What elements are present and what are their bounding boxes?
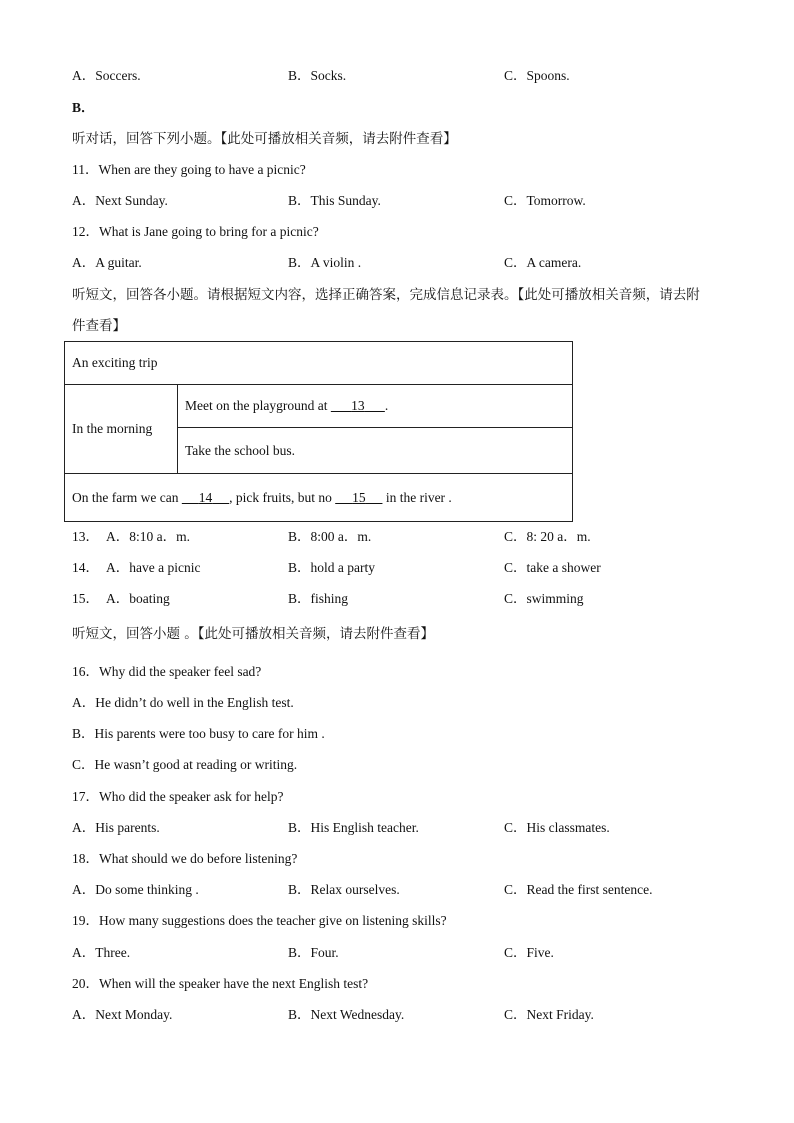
q12-option-b[interactable]: B．A violin . — [288, 255, 362, 270]
q13-option-a[interactable]: A．8:10 a．m. — [106, 529, 190, 544]
q18-option-a[interactable]: A．Do some thinking . — [72, 882, 199, 897]
q17-option-c[interactable]: C．His classmates. — [504, 820, 610, 835]
q19-stem: 19．How many suggestions does the teacher give on listening skills? — [72, 913, 447, 928]
q15-option-a[interactable]: A．boating — [106, 591, 170, 606]
q20-option-a[interactable]: A．Next Monday. — [72, 1007, 173, 1022]
q20-stem: 20．When will the speaker have the next English test? — [72, 976, 369, 991]
table-meet-cell: Meet on the playground at 13 . — [178, 385, 573, 428]
blank-15[interactable] — [335, 490, 382, 506]
q16-option-c[interactable]: C．He wasn’t good at reading or writing. — [72, 757, 298, 772]
farm-text-1: On the farm we can — [72, 489, 182, 505]
table-bus-cell: Take the school bus. — [178, 428, 573, 474]
q16-option-b[interactable]: B．His parents were too busy to care for him . — [72, 726, 325, 741]
q19-option-a[interactable]: A．Three. — [72, 945, 131, 960]
q19-option-c[interactable]: C．Five. — [504, 945, 554, 960]
q15-option-c[interactable]: C．swimming — [504, 591, 584, 606]
q13-option-c[interactable]: C．8: 20 a．m. — [504, 529, 591, 544]
q12-stem: 12．What is Jane going to bring for a picnic? — [72, 224, 319, 239]
q17-stem: 17．Who did the speaker ask for help? — [72, 789, 284, 804]
q18-option-b[interactable]: B．Relax ourselves. — [288, 882, 400, 897]
q20-option-c[interactable]: C．Next Friday. — [504, 1007, 594, 1022]
q12-option-c[interactable]: C．A camera. — [504, 255, 582, 270]
q16-stem: 16．Why did the speaker feel sad? — [72, 664, 262, 679]
q10-option-a[interactable]: A．Soccers. — [72, 68, 141, 83]
table-title: An exciting trip — [65, 342, 573, 385]
blank-14-number: 14 — [198, 489, 213, 505]
q11-stem: 11．When are they going to have a picnic? — [72, 162, 306, 177]
farm-text-3: in the river . — [382, 489, 452, 505]
q20-option-b[interactable]: B．Next Wednesday. — [288, 1007, 405, 1022]
q14-option-a[interactable]: A．have a picnic — [106, 560, 201, 575]
q12-option-a[interactable]: A．A guitar. — [72, 255, 142, 270]
q17-option-a[interactable]: A．His parents. — [72, 820, 160, 835]
blank-13[interactable] — [331, 398, 385, 414]
q14-option-c[interactable]: C．take a shower — [504, 560, 601, 575]
table-farm-cell — [65, 474, 573, 522]
info-record-table — [64, 341, 573, 522]
q14-option-b[interactable]: B．hold a party — [288, 560, 375, 575]
q11-option-b[interactable]: B．This Sunday. — [288, 193, 381, 208]
q14-number: 14． — [72, 560, 99, 575]
blank-14[interactable] — [182, 490, 229, 506]
q17-option-b[interactable]: B．His English teacher. — [288, 820, 419, 835]
q18-option-c[interactable]: C．Read the first sentence. — [504, 882, 653, 897]
table-morning-label: In the morning — [65, 385, 178, 474]
q13-number: 13． — [72, 529, 99, 544]
passage-instruction-line1: 听短文，回答各小题。请根据短文内容，选择正确答案，完成信息记录表。【此处可播放相关音频，请去附 — [72, 287, 700, 303]
passage-instruction-line2: 件查看】 — [72, 318, 126, 334]
q13-option-b[interactable]: B．8:00 a．m. — [288, 529, 372, 544]
q11-option-a[interactable]: A．Next Sunday. — [72, 193, 168, 208]
q16-option-a[interactable]: A．He didn’t do well in the English test. — [72, 695, 294, 710]
farm-text-2: , pick fruits, but no — [229, 489, 336, 505]
section-b-heading: B． — [72, 100, 95, 115]
q11-option-c[interactable]: C．Tomorrow. — [504, 193, 586, 208]
q18-stem: 18．What should we do before listening? — [72, 851, 298, 866]
blank-13-number: 13 — [351, 398, 365, 413]
blank-15-number: 15 — [352, 489, 366, 505]
passage2-instruction: 听短文，回答小题 。【此处可播放相关音频，请去附件查看】 — [72, 626, 435, 642]
q15-number: 15． — [72, 591, 99, 606]
q10-option-b[interactable]: B．Socks. — [288, 68, 347, 83]
q10-option-c[interactable]: C．Spoons. — [504, 68, 570, 83]
q15-option-b[interactable]: B．fishing — [288, 591, 349, 606]
q19-option-b[interactable]: B．Four. — [288, 945, 339, 960]
meet-text: Meet on the playground at — [185, 398, 331, 413]
dialog-instruction: 听对话，回答下列小题。【此处可播放相关音频，请去附件查看】 — [72, 131, 457, 147]
